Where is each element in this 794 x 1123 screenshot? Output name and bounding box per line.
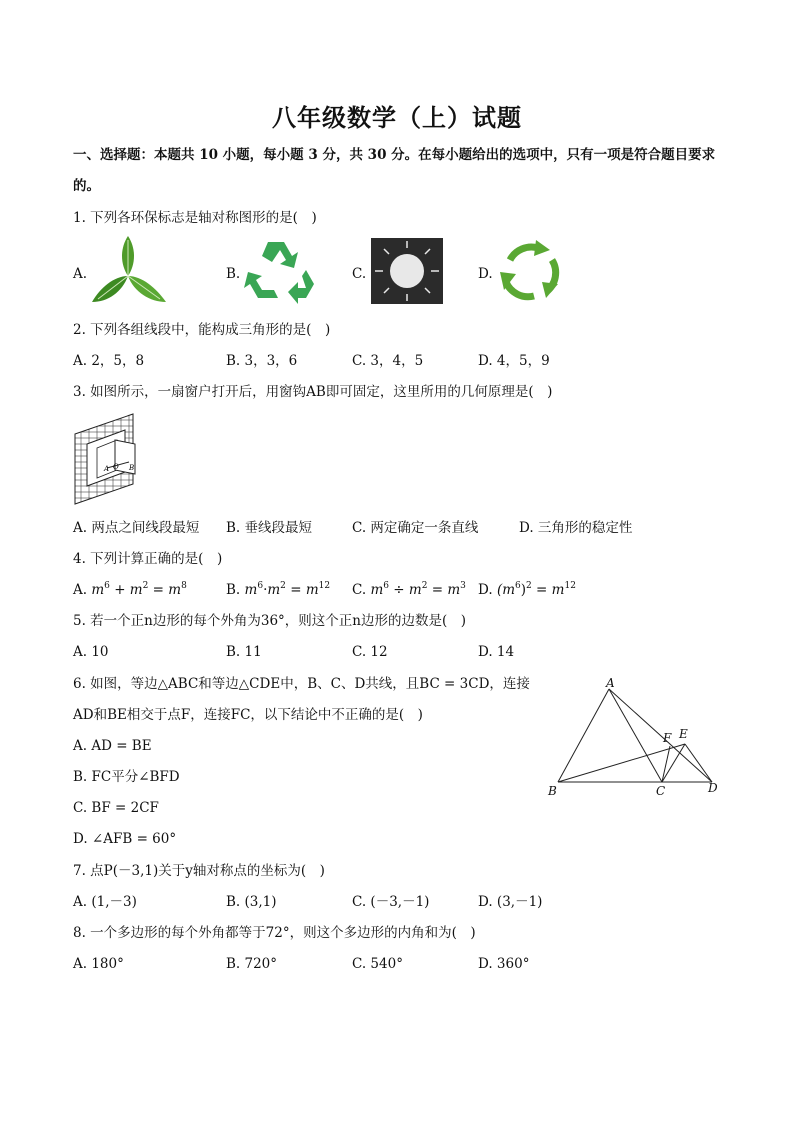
q3-option-d: D. 三角形的稳定性	[519, 520, 633, 536]
q4-option-b: B. $m^6\cdot m^2 = m^{12}$	[226, 581, 331, 598]
q8-option-b: B. 720°	[226, 956, 278, 972]
question-3-stem: 3. 如图所示，一扇窗户打开后，用窗钩AB即可固定，这里所用的几何原理是( )	[73, 384, 553, 400]
q6-option-a: A. AD = BE	[73, 738, 152, 754]
q6-option-b: B. FC平分∠BFD	[73, 769, 180, 785]
window-figure	[73, 414, 139, 506]
recycle-arrows-icon	[244, 236, 320, 304]
question-6-stem-cont: AD和BE相交于点F，连接FC，以下结论中不正确的是( )	[73, 707, 423, 723]
q4-option-c: C. $m^6 \div m^2 = m^3$	[352, 581, 466, 598]
section-heading-cont: 的。	[73, 178, 100, 194]
q1-option-c: C.	[352, 266, 367, 282]
q7-option-c: C. (－3,－1)	[352, 894, 430, 910]
q8-option-a: A. 180°	[73, 956, 124, 972]
q5-option-c: C. 12	[352, 644, 388, 660]
q4-option-a: A. $m^6 + m^2 = m^8$	[73, 581, 187, 598]
q3-option-c: C. 两定确定一条直线	[352, 520, 479, 536]
triangle-figure	[545, 676, 725, 801]
label-b: B	[129, 464, 135, 472]
q5-option-b: B. 11	[226, 644, 262, 660]
label-f6: F	[663, 731, 672, 745]
question-2-stem: 2. 下列各组线段中，能构成三角形的是( )	[73, 322, 331, 338]
question-1-stem: 1. 下列各环保标志是轴对称图形的是( )	[73, 210, 317, 226]
q7-option-a: A. (1,－3)	[73, 894, 137, 910]
q1-option-a: A.	[73, 266, 88, 282]
q8-option-d: D. 360°	[478, 956, 530, 972]
three-leaf-icon	[90, 236, 168, 304]
label-d6: D	[708, 781, 718, 795]
question-8-stem: 8. 一个多边形的每个外角都等于72°，则这个多边形的内角和为( )	[73, 925, 476, 941]
section-heading: 一、选择题：本题共 10 小题，每小题 3 分，共 30 分。在每小题给出的选项中，只有一项是符合题目要求	[73, 147, 716, 163]
circular-arrows-icon	[496, 238, 564, 306]
label-e6: E	[679, 727, 688, 741]
label-c6: C	[656, 784, 666, 798]
question-4-stem: 4. 下列计算正确的是( )	[73, 551, 223, 567]
question-5-stem: 5. 若一个正n边形的每个外角为36°，则这个正n边形的边数是( )	[73, 613, 467, 629]
label-a: A	[104, 465, 110, 473]
q2-option-c: C. 3，4，5	[352, 353, 424, 369]
q7-option-b: B. (3,1)	[226, 894, 277, 910]
q5-option-d: D. 14	[478, 644, 515, 660]
q1-option-b: B.	[226, 266, 241, 282]
q5-option-a: A. 10	[73, 644, 109, 660]
q7-option-d: D. (3,－1)	[478, 894, 543, 910]
q6-option-d: D. ∠AFB = 60°	[73, 831, 177, 847]
label-o: O	[113, 463, 119, 471]
q2-option-b: B. 3，3，6	[226, 353, 298, 369]
q6-option-c: C. BF = 2CF	[73, 800, 159, 816]
question-7-stem: 7. 点P(－3,1)关于y轴对称点的坐标为( )	[73, 863, 325, 879]
q2-option-d: D. 4，5，9	[478, 353, 550, 369]
label-b6: B	[548, 784, 557, 798]
q2-option-a: A. 2，5，8	[73, 353, 145, 369]
question-6-stem: 6. 如图，等边△ABC和等边△CDE中，B、C、D共线，且BC = 3CD，连接	[73, 676, 530, 692]
q1-option-d: D.	[478, 266, 493, 282]
label-a6: A	[606, 676, 615, 690]
q3-option-b: B. 垂线段最短	[226, 520, 313, 536]
q3-option-a: A. 两点之间线段最短	[73, 520, 200, 536]
q4-option-d: D. $(m^6)^2 = m^{12}$	[478, 581, 576, 598]
q8-option-c: C. 540°	[352, 956, 403, 972]
page-title: 八年级数学（上）试题	[272, 103, 522, 132]
sun-icon	[371, 238, 443, 304]
